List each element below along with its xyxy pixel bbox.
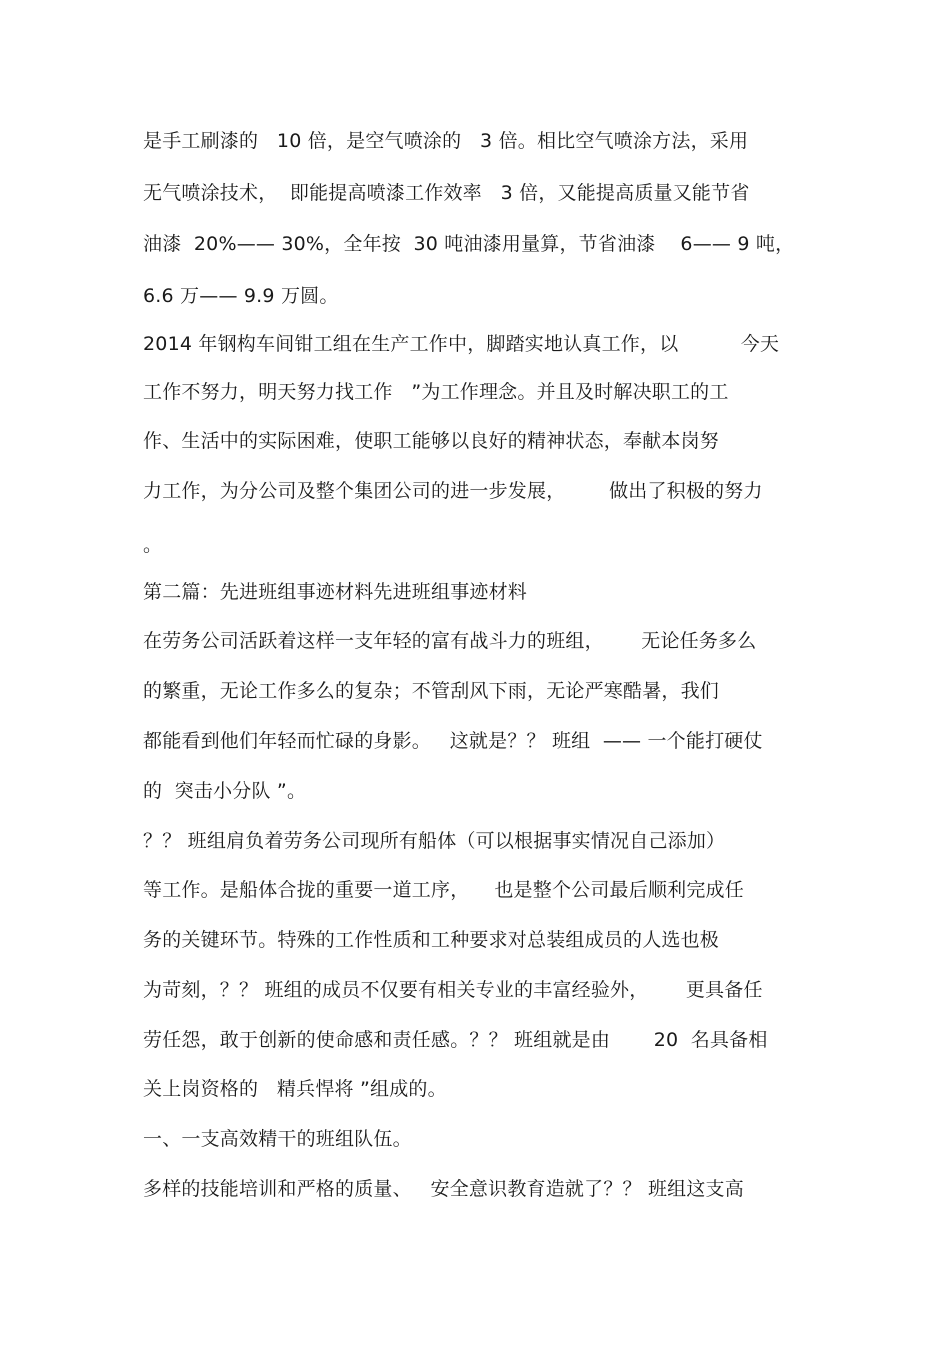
text-line: 关上岗资格的 精兵悍将 ”组成的。 xyxy=(143,1078,447,1100)
text-line: 劳任怨，敢于创新的使命感和责任感。？？ 班组就是由 20 名具备相 xyxy=(143,1029,768,1051)
text-line: ？？ 班组肩负着劳务公司现所有船体（可以根据事实情况自己添加） xyxy=(143,830,726,852)
text-line: 多样的技能培训和严格的质量、 安全意识教育造就了？？ 班组这支高 xyxy=(143,1178,744,1200)
text-line: 是手工刷漆的 10 倍，是空气喷涂的 3 倍。相比空气喷涂方法，采用 xyxy=(143,130,749,152)
text-line: 的繁重，无论工作多么的复杂；不管刮风下雨，无论严寒酷暑，我们 xyxy=(143,680,720,702)
text-line: 工作不努力，明天努力找工作 ”为工作理念。并且及时解决职工的工 xyxy=(143,381,729,403)
text-line: 6.6 万—— 9.9 万圆。 xyxy=(143,285,339,307)
text-line: 务的关键环节。特殊的工作性质和工种要求对总装组成员的人选也极 xyxy=(143,929,720,951)
text-line: 油漆 20%—— 30%，全年按 30 吨油漆用量算，节省油漆 6—— 9 吨， xyxy=(143,233,795,255)
text-line: 作、生活中的实际困难，使职工能够以良好的精神状态，奉献本岗努 xyxy=(143,430,720,452)
section-heading: 第二篇：先进班组事迹材料先进班组事迹材料 xyxy=(143,581,528,603)
text-line: 。 xyxy=(143,534,163,556)
text-line: 等工作。是船体合拢的重要一道工序， 也是整个公司最后顺利完成任 xyxy=(143,879,744,901)
text-line: 为苛刻，？？ 班组的成员不仅要有相关专业的丰富经验外， 更具备任 xyxy=(143,979,763,1001)
text-line: 2014 年钢构车间钳工组在生产工作中，脚踏实地认真工作，以 今天 xyxy=(143,333,780,355)
text-line: 都能看到他们年轻而忙碌的身影。 这就是？？ 班组 —— 一个能打硬仗 xyxy=(143,730,763,752)
text-line: 无气喷涂技术， 即能提高喷漆工作效率 3 倍，又能提高质量又能节省 xyxy=(143,182,750,204)
text-line: 力工作，为分公司及整个集团公司的进一步发展， 做出了积极的努力 xyxy=(143,480,763,502)
subheading: 一、一支高效精干的班组队伍。 xyxy=(143,1128,412,1150)
text-line: 在劳务公司活跃着这样一支年轻的富有战斗力的班组， 无论任务多么 xyxy=(143,630,757,652)
text-line: 的 突击小分队 ”。 xyxy=(143,780,307,802)
